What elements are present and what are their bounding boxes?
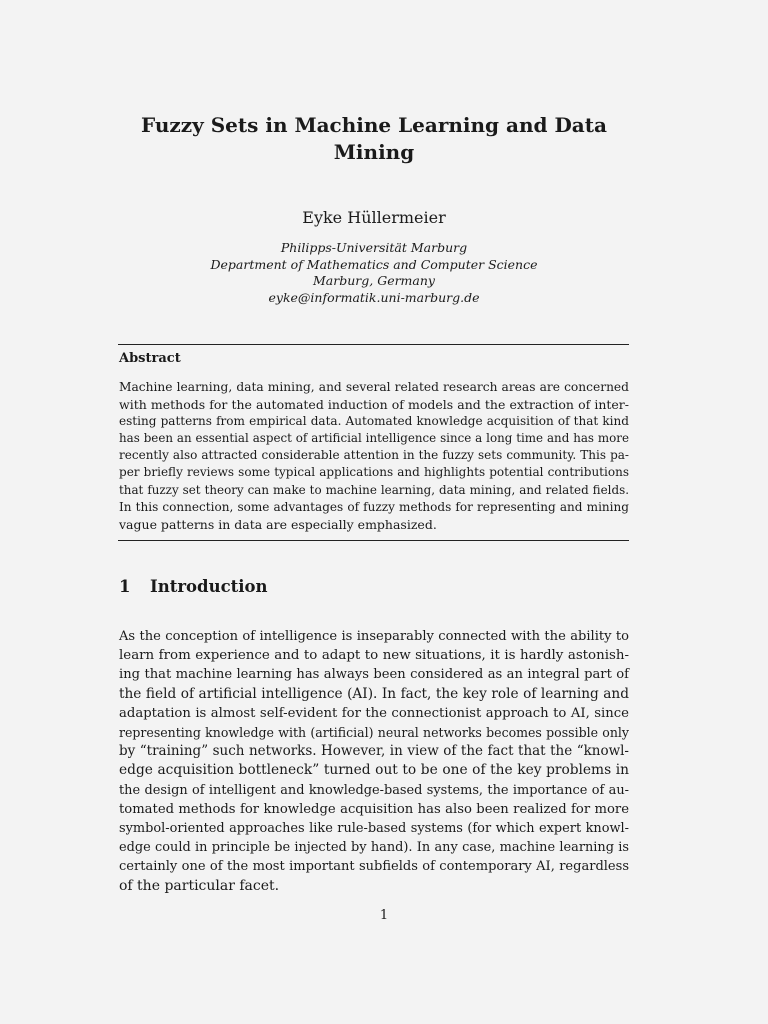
abstract-heading: Abstract xyxy=(119,351,181,366)
abstract-body xyxy=(119,379,629,533)
abstract-line: esting patterns from empirical data. Automated knowledge acquisition of that kind xyxy=(119,414,629,429)
section-number: 1 xyxy=(119,577,131,596)
section-heading xyxy=(119,575,268,599)
body-line: edge acquisition bottleneck” turned out to be one of the key problems in xyxy=(119,762,629,779)
body-line: symbol-oriented approaches like rule-based systems (for which expert knowl- xyxy=(119,821,629,837)
page-number: 1 xyxy=(379,908,389,923)
abstract-line: recently also attracted considerable attention in the fuzzy sets community. This pa- xyxy=(119,448,629,463)
abstract-line: Machine learning, data mining, and several related research areas are concerned xyxy=(119,380,629,394)
affiliation-block xyxy=(120,240,628,306)
abstract-line: with methods for the automated induction of models and the extraction of inter- xyxy=(119,397,629,413)
abstract-bottom-rule xyxy=(118,540,629,541)
body-line: learn from experience and to adapt to new situations, it is hardly astonish- xyxy=(119,648,629,664)
affiliation-university: Philipps-Universität Marburg xyxy=(280,240,468,255)
section-title: Introduction xyxy=(150,577,268,596)
body-line: As the conception of intelligence is inseparably connected with the ability to xyxy=(119,629,629,644)
body-line: of the particular facet. xyxy=(119,877,280,894)
author-email: eyke@informatik.uni-marburg.de xyxy=(268,289,480,305)
affiliation-location: Marburg, Germany xyxy=(313,273,435,288)
body-line: the field of artificial intelligence (AI). In fact, the key role of learning and xyxy=(119,685,629,702)
abstract-top-rule xyxy=(118,344,629,345)
abstract-line: per briefly reviews some typical applications and highlights potential contributions xyxy=(119,465,629,480)
introduction-body xyxy=(119,627,629,896)
affiliation-department: Department of Mathematics and Computer Science xyxy=(210,256,538,272)
abstract-line: that fuzzy set theory can make to machine learning, data mining, and related fields. xyxy=(119,482,629,497)
body-line: by “training” such networks. However, in view of the fact that the “knowl- xyxy=(119,743,629,760)
body-line: edge could in principle be injected by hand). In any case, machine learning is xyxy=(119,840,629,856)
body-line: certainly one of the most important subfields of contemporary AI, regardless xyxy=(119,859,629,875)
title-line: Fuzzy Sets in Machine Learning and Data xyxy=(141,113,607,137)
abstract-line: has been an essential aspect of artificial intelligence since a long time and has more xyxy=(119,431,629,446)
body-line: tomated methods for knowledge acquisition has also been realized for more xyxy=(119,801,629,817)
title-line: Mining xyxy=(333,140,415,164)
body-line: ing that machine learning has always been considered as an integral part of xyxy=(119,667,629,683)
body-line: adaptation is almost self-evident for the connectionist approach to AI, since xyxy=(119,705,629,721)
body-line: the design of intelligent and knowledge-based systems, the importance of au- xyxy=(119,782,629,798)
author-name: Eyke Hüllermeier xyxy=(302,208,446,227)
abstract-line: vague patterns in data are especially emphasized. xyxy=(119,516,437,532)
body-line: representing knowledge with (artificial) neural networks becomes possible only xyxy=(119,725,629,741)
paper-title xyxy=(120,112,628,166)
abstract-line: In this connection, some advantages of fuzzy methods for representing and mining xyxy=(119,499,629,514)
